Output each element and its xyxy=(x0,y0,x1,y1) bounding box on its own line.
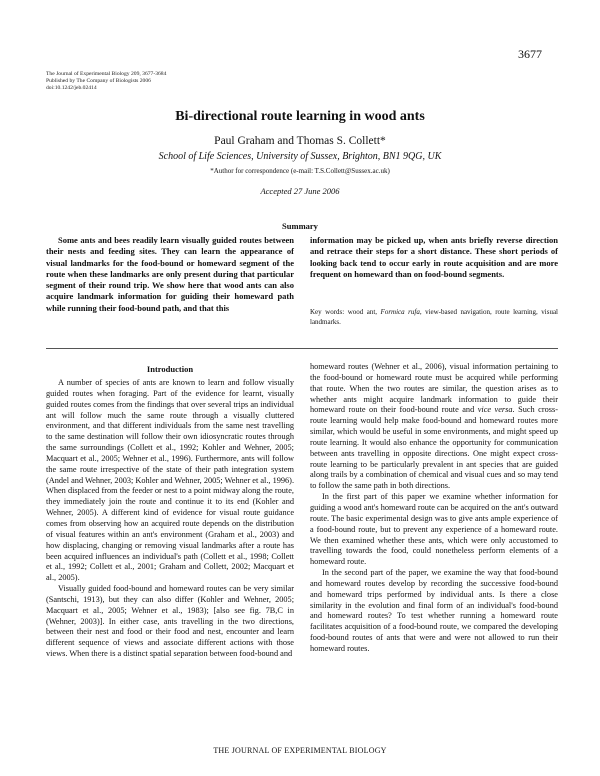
keywords-prefix: Key words: wood ant, xyxy=(310,308,381,316)
journal-citation-line: The Journal of Experimental Biology 209, 3677-3684 xyxy=(46,71,167,77)
accepted-date: Accepted 27 June 2006 xyxy=(260,186,340,196)
paragraph: Visually guided food-bound and homeward routes can be very similar (Santschi, 1913), but they can also differ (Kohler and Wehner, 2005; Macquart et al., 2005; Wehner et al., 1983); [also see fig. 7B,C in (Wehner, 2003)]. In either case, ants travelling in the two directions, between their nest and food or their food and nest, encounter and learn different sequence of views and associate different actions with those views. When there is a distinct spatial separation between food-bound and xyxy=(46,584,294,659)
author-list: Paul Graham and Thomas S. Collett* xyxy=(214,135,386,147)
paragraph-text: homeward routes (Wehner et al., 2006), visual information pertaining to the food-bound or homeward route must be acquired while performing that route. When the two routes are similar, the question arises as to whether ants might acquire landmark information to guide their homeward route on their food-bound route and xyxy=(310,362,558,415)
body-column-right xyxy=(310,362,558,655)
summary-text-right: information may be picked up, when ants briefly reverse direction and retrace their steps for a short distance. These short periods of looking back tend to occur early in route acquisition and are more frequent on homeward than on food-bound segments. xyxy=(310,235,558,279)
author-affiliation: School of Life Sciences, University of Sussex, Brighton, BN1 9QG, UK xyxy=(158,151,442,162)
paragraph: In the second part of the paper, we examine the way that food-bound and homeward routes develop by recording the successive food-bound and homeward trips performed by individual ants. Is there a close similarity in the evolution and final form of an individual's food-bound and homeward routes? To test whether running a homeward route facilitates acquisition of a food-bound route, we compared the developing food-bound routes of ants that were and were not allowed to run their homeward routes. xyxy=(310,568,558,653)
introduction-heading: Introduction xyxy=(146,364,194,374)
paragraph: In the first part of this paper we examine whether information for guiding a wood ant's homeward route can be acquired on the ant's outward route. The basic experimental design was to give ants ample experience of a food-bound route, but to prevent any experience of a homeward route. We then examined whether these ants, which were only accustomed to travelling towards the food, could nonetheless perform elements of a homeward route. xyxy=(310,492,558,567)
journal-footer: THE JOURNAL OF EXPERIMENTAL BIOLOGY xyxy=(213,746,387,755)
doi-line: doi:10.1242/jeb.02414 xyxy=(46,85,97,92)
journal-citation xyxy=(46,71,166,93)
paragraph xyxy=(310,362,558,492)
keywords xyxy=(310,307,558,327)
paragraph: A number of species of ants are known to learn and follow visually guided routes when foraging. Part of the evidence for learnt, visually guided routes comes from the findings that over several trips an individual ant will follow much the same route through a visually cluttered environment, and that different individuals from the same nest travelling to the same destination will follow their own idiosyncratic routes through the same surroundings (Collett et al., 1992; Kohler and Wehner, 2005; Macquart et al., 2005; Wehner et al., 1996). Furthermore, ants will follow the same route irrespective of the state of their path integration system (Andel and Wehner, 2003; Kohler and Wehner, 2005; Wehner et al., 1996). When displaced from the feeder or nest to a point midway along the route, they immediately join the route and continue it to its end (Kohler and Wehner, 2005). A different kind of evidence for visual route guidance comes from observing how an acquired route depends on the distribution of visual features within an ant's environment (Graham et al., 2003) and how displacing, changing or removing visual landmarks after a route has been acquired influences an individual's path (Collett et al., 1998; Collett et al., 1992; Collett et al., 2001; Graham and Collett, 2002; Macquart et al., 2005). xyxy=(46,378,295,583)
paragraph-text: . Such cross-route learning would help make food-bound and homeward routes more similar, which would be useful in some environments, and might speed up route learning. It would also enhance the opportunity for communication between ants travelling in opposite directions. One might expect cross-route learning to be particularly prevalent in ant species that are guided along trails by a combination of chemical and visual cues and so may tend to follow the same path in both directions. xyxy=(310,405,558,491)
body-column-left xyxy=(46,378,294,660)
section-divider xyxy=(46,348,558,349)
page-number: 3677 xyxy=(518,47,542,61)
summary-heading: Summary xyxy=(282,221,318,231)
paragraph-italic: vice versa xyxy=(477,405,513,415)
keywords-rest: , view-based navigation, route learning, visual landmarks. xyxy=(310,308,559,326)
publisher-line: Published by The Company of Biologists 2006 xyxy=(46,78,151,85)
article-title: Bi-directional route learning in wood ants xyxy=(175,109,425,124)
summary-text-left: Some ants and bees readily learn visually guided routes between their nests and feeding sites. They can learn the appearance of visual landmarks for the food-bound or homeward segment of the route when these landmarks are only present during that particular segment of their round trip. We show here that wood ants can also acquire landmark information for guiding their homeward path while running their food-bound path, and that this xyxy=(46,235,294,313)
correspondence-note: *Author for correspondence (e-mail: T.S.Collett@Sussex.ac.uk) xyxy=(210,167,390,175)
keywords-species: Formica rufa xyxy=(380,308,420,316)
